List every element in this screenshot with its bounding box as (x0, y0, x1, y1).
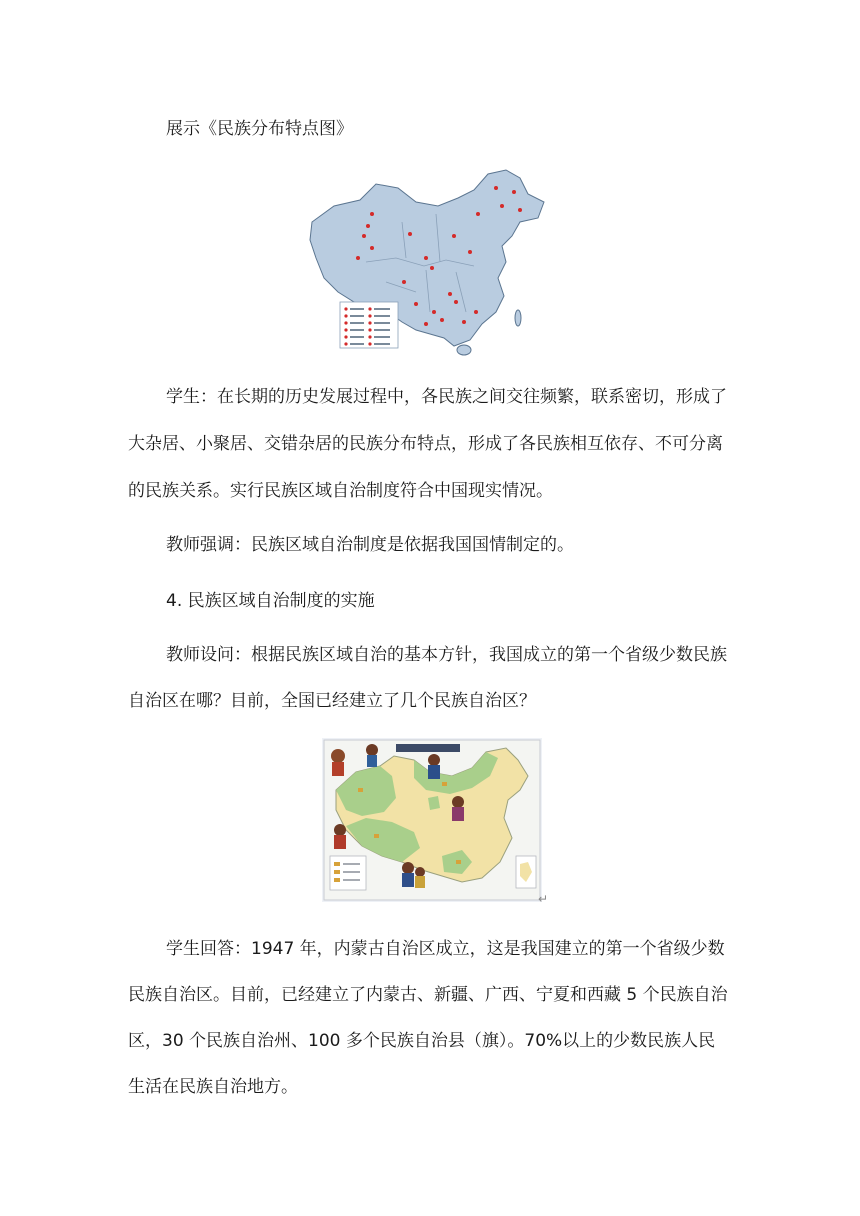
paragraph-student-line-3: 的民族关系。实行民族区域自治制度符合中国现实情况。 (128, 481, 553, 501)
return-mark: ↵ (538, 892, 549, 906)
paragraph-teacher-question-line-2: 自治区在哪？目前，全国已经建立了几个民族自治区？ (128, 691, 536, 711)
china-autonomous-regions-map-icon (322, 738, 542, 902)
paragraph-student-answer-line-3: 区，30 个民族自治州、100 多个民族自治县（旗）。70%以上的少数民族人民 (128, 1031, 716, 1051)
paragraph-student-line-2: 大杂居、小聚居、交错杂居的民族分布特点，形成了各民族相互依存、不可分离 (128, 434, 723, 454)
paragraph-student-line-1: 学生：在长期的历史发展过程中，各民族之间交往频繁，联系密切，形成了 (166, 387, 727, 407)
section-heading-implementation: 4. 民族区域自治制度的实施 (166, 591, 375, 611)
paragraph-teacher-question-line-1: 教师设问：根据民族区域自治的基本方针，我国成立的第一个省级少数民族 (166, 645, 727, 665)
china-ethnic-distribution-map-icon (306, 162, 554, 358)
ethnic-distribution-map-figure (306, 162, 554, 358)
paragraph-show-map: 展示《民族分布特点图》 (166, 119, 353, 139)
paragraph-teacher-emphasis: 教师强调：民族区域自治制度是依据我国国情制定的。 (166, 535, 574, 555)
paragraph-student-answer-line-4: 生活在民族自治地方。 (128, 1077, 298, 1097)
paragraph-student-answer-line-2: 民族自治区。目前，已经建立了内蒙古、新疆、广西、宁夏和西藏 5 个民族自治 (128, 985, 728, 1005)
paragraph-student-answer-line-1: 学生回答：1947 年，内蒙古自治区成立，这是我国建立的第一个省级少数 (166, 939, 725, 959)
autonomous-regions-map-figure (322, 738, 542, 902)
